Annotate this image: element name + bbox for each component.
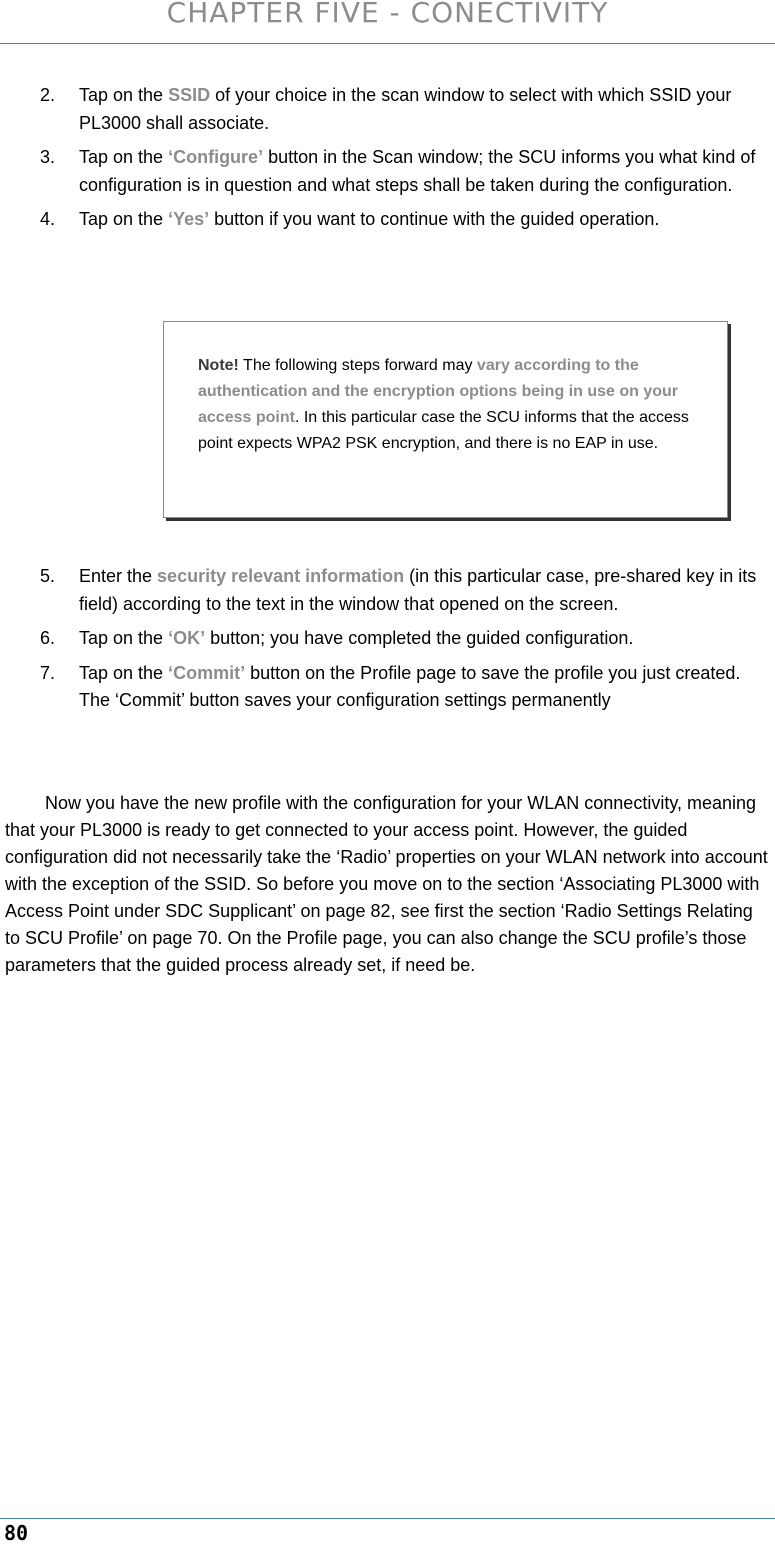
step-list-part2 xyxy=(0,563,775,722)
step-highlight: SSID xyxy=(168,85,211,105)
step-text: Tap on the xyxy=(79,209,169,229)
step-text: button in the Scan window; the SCU informs you what kind of configuration is in question and what steps shall be taken during the configuration. xyxy=(79,147,756,195)
step-text: (in this particular case, pre-shared key in its field) according to the text in the window that opened on the screen. xyxy=(79,566,757,614)
step-item xyxy=(0,82,775,137)
step-number: 7. xyxy=(40,662,56,683)
page-header xyxy=(0,0,775,44)
step-number: 4. xyxy=(40,209,56,229)
step-number: 3. xyxy=(40,147,56,167)
note-box xyxy=(163,321,728,518)
step-highlight: ‘OK’ xyxy=(168,628,206,648)
note-highlight: vary according to the authentication and the encryption options being in use on your access point xyxy=(198,357,679,426)
step-highlight: ‘Configure’ xyxy=(168,147,264,167)
step-text: Enter the xyxy=(79,566,158,586)
step-highlight: ‘Yes’ xyxy=(168,209,210,229)
step-text: Tap on the xyxy=(79,85,169,105)
step-item xyxy=(0,563,775,618)
step-item xyxy=(0,206,775,234)
note-label: Note! xyxy=(198,357,239,374)
step-text: button; you have completed the guided configuration. xyxy=(205,628,634,648)
step-number: 2. xyxy=(40,85,56,105)
step-highlight: security relevant information xyxy=(157,566,405,586)
step-number: 6. xyxy=(40,628,56,648)
page-number: 80 xyxy=(4,1521,29,1545)
body-paragraph: Now you have the new profile with the configuration for your WLAN connectivity, meaning that your PL3000 is ready to get connected to your access point. However, the guided configuration did not necessarily take the ‘Radio’ properties on your WLAN network into account with the exception of the SSID. So before you move on to the section ‘Associating PL3000 with Access Point under SDC Supplicant’ on page 82, see first the section ‘Radio Settings Relating to SCU Profile’ on page 70. On the Profile page, you can also change the SCU profile’s those parameters that the guided process already set, if need be. xyxy=(5,793,768,975)
step-text: Tap on the xyxy=(79,628,169,648)
step-text: button if you want to continue with the guided operation. xyxy=(209,209,660,229)
step-number: 5. xyxy=(40,566,56,586)
step-text: button on the Profile page to save the profile you just created. The ‘Commit’ button saves your configuration settings permanently xyxy=(79,662,741,710)
step-text: of your choice in the scan window to select with which SSID your PL3000 shall associate. xyxy=(79,85,732,133)
step-text: Tap on the xyxy=(79,147,169,167)
chapter-title: CHAPTER FIVE - CONECTIVITY xyxy=(166,0,609,29)
page-footer xyxy=(0,1518,775,1545)
note-body: The following steps forward may xyxy=(238,357,477,374)
step-item xyxy=(0,660,775,715)
step-text: Tap on the xyxy=(79,662,169,683)
note-text xyxy=(198,353,698,457)
step-highlight: ‘Commit’ xyxy=(168,662,246,683)
step-item xyxy=(0,625,775,653)
note-body: . In this particular case the SCU informs that the access point expects WPA2 PSK encryption, and there is no EAP in use. xyxy=(198,409,689,452)
step-item xyxy=(0,144,775,199)
step-list-part1 xyxy=(0,82,775,241)
